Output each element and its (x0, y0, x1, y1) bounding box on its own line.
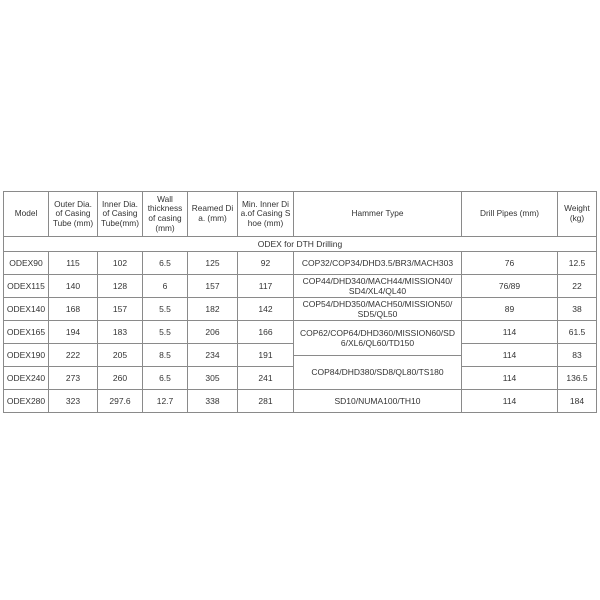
cell-inner: 260 (98, 367, 142, 389)
column-header: Weight (kg) (558, 192, 596, 236)
cell-weight: 12.5 (558, 252, 596, 274)
cell-model: ODEX165 (4, 321, 48, 343)
cell-weight: 61.5 (558, 321, 596, 343)
cell-weight: 136.5 (558, 367, 596, 389)
cell-reamed: 157 (188, 275, 237, 297)
cell-inner: 128 (98, 275, 142, 297)
cell-hammer-type: COP54/DHD350/MACH50/MISSION50/ SD5/QL50 (294, 298, 461, 320)
cell-model: ODEX90 (4, 252, 48, 274)
cell-wall: 12.7 (143, 390, 187, 412)
cell-pipes: 76/89 (462, 275, 557, 297)
cell-min-inner: 281 (238, 390, 293, 412)
cell-weight: 22 (558, 275, 596, 297)
cell-min-inner: 117 (238, 275, 293, 297)
cell-outer: 115 (49, 252, 97, 274)
column-header: Outer Dia. of Casing Tube (mm) (49, 192, 97, 236)
cell-wall: 6.5 (143, 252, 187, 274)
odex-spec-table (3, 191, 597, 413)
column-header: Hammer Type (294, 192, 461, 236)
cell-outer: 140 (49, 275, 97, 297)
cell-reamed: 182 (188, 298, 237, 320)
cell-hammer-type: SD10/NUMA100/TH10 (294, 390, 461, 412)
cell-hammer-type: COP62/COP64/DHD360/MISSION60/SD 6/XL6/QL60/TD150 (294, 321, 461, 355)
cell-model: ODEX240 (4, 367, 48, 389)
cell-outer: 273 (49, 367, 97, 389)
cell-weight: 184 (558, 390, 596, 412)
column-header: Model (4, 192, 48, 236)
cell-weight: 83 (558, 344, 596, 366)
cell-min-inner: 191 (238, 344, 293, 366)
cell-wall: 8.5 (143, 344, 187, 366)
cell-min-inner: 92 (238, 252, 293, 274)
cell-wall: 6 (143, 275, 187, 297)
cell-outer: 168 (49, 298, 97, 320)
cell-pipes: 114 (462, 390, 557, 412)
cell-inner: 157 (98, 298, 142, 320)
cell-reamed: 125 (188, 252, 237, 274)
cell-min-inner: 166 (238, 321, 293, 343)
cell-model: ODEX140 (4, 298, 48, 320)
cell-hammer-type: COP32/COP34/DHD3.5/BR3/MACH303 (294, 252, 461, 274)
cell-wall: 5.5 (143, 298, 187, 320)
column-header: Reamed Di a. (mm) (188, 192, 237, 236)
cell-inner: 102 (98, 252, 142, 274)
cell-inner: 183 (98, 321, 142, 343)
column-header: Inner Dia. of Casing Tube(mm) (98, 192, 142, 236)
cell-wall: 6.5 (143, 367, 187, 389)
cell-min-inner: 241 (238, 367, 293, 389)
cell-inner: 297.6 (98, 390, 142, 412)
cell-reamed: 206 (188, 321, 237, 343)
cell-outer: 222 (49, 344, 97, 366)
cell-wall: 5.5 (143, 321, 187, 343)
column-header: Min. Inner Di a.of Casing S hoe (mm) (238, 192, 293, 236)
cell-weight: 38 (558, 298, 596, 320)
section-header: ODEX for DTH Drilling (4, 237, 596, 251)
cell-model: ODEX115 (4, 275, 48, 297)
cell-reamed: 234 (188, 344, 237, 366)
cell-pipes: 114 (462, 367, 557, 389)
cell-min-inner: 142 (238, 298, 293, 320)
cell-inner: 205 (98, 344, 142, 366)
cell-hammer-type: COP44/DHD340/MACH44/MISSION40/ SD4/XL4/QL40 (294, 275, 461, 297)
cell-reamed: 338 (188, 390, 237, 412)
cell-outer: 323 (49, 390, 97, 412)
column-header: Drill Pipes (mm) (462, 192, 557, 236)
cell-pipes: 114 (462, 321, 557, 343)
column-header: Wall thickness of casing (mm) (143, 192, 187, 236)
cell-outer: 194 (49, 321, 97, 343)
cell-pipes: 89 (462, 298, 557, 320)
cell-hammer-type: COP84/DHD380/SD8/QL80/TS180 (294, 356, 461, 390)
cell-model: ODEX190 (4, 344, 48, 366)
cell-pipes: 76 (462, 252, 557, 274)
cell-reamed: 305 (188, 367, 237, 389)
cell-model: ODEX280 (4, 390, 48, 412)
cell-pipes: 114 (462, 344, 557, 366)
